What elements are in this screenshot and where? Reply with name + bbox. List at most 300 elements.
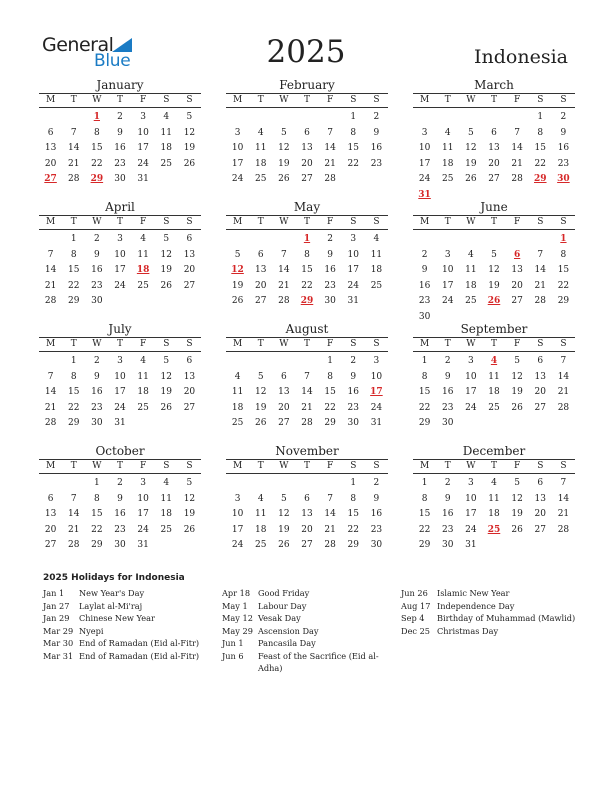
day-cell: 1 (421, 356, 428, 366)
holiday-row (222, 650, 398, 675)
holiday-row (43, 650, 219, 663)
weekday-label: F (327, 95, 334, 105)
day-cell: 27 (44, 540, 57, 550)
weekday-label: W (279, 339, 289, 349)
day-cell: 6 (186, 356, 193, 366)
day-cell: 20 (534, 509, 546, 519)
day-cell: 29 (324, 418, 336, 428)
weekday-label: M (232, 95, 243, 105)
month-april (39, 200, 201, 322)
day-cell: 8 (327, 371, 333, 382)
day-cell: 22 (418, 402, 431, 413)
day-cell: 7 (47, 249, 54, 260)
weekday-label: F (140, 461, 147, 471)
day-cell: 30 (347, 418, 359, 428)
empty-day-cell (272, 232, 295, 248)
weekday-header (413, 337, 575, 352)
day-cell: 14 (534, 265, 546, 275)
day-cell: 25 (254, 540, 267, 550)
day-cell: 4 (467, 249, 474, 260)
weekday-header (39, 215, 201, 230)
weekday-label: T (303, 95, 310, 105)
day-cell: 7 (327, 127, 333, 138)
weekday-label: S (350, 95, 357, 105)
day-cell: 27 (488, 174, 500, 184)
day-cell: 1 (350, 478, 357, 488)
day-cell: 9 (444, 371, 451, 382)
day-cell: 28 (324, 174, 336, 184)
weekday-label: S (560, 461, 567, 471)
day-cell: 25 (488, 402, 500, 413)
holiday-day-cell: 30 (557, 174, 570, 184)
day-cell: 14 (67, 143, 80, 153)
day-cell: 14 (557, 371, 570, 382)
month-title: May (293, 200, 321, 214)
day-cell: 10 (114, 249, 126, 260)
day-cell: 16 (441, 509, 454, 519)
holiday-day-cell: 31 (418, 189, 431, 200)
month-title: December (462, 444, 526, 458)
holiday-day-cell: 1 (93, 112, 100, 122)
weekday-header (413, 93, 575, 108)
day-cell: 21 (511, 158, 523, 169)
weekday-label: W (92, 95, 102, 105)
page-title-year: 2025 (266, 34, 346, 70)
day-cell: 19 (488, 280, 500, 291)
holiday-name: Independence Day (437, 600, 515, 611)
day-cell: 5 (186, 112, 193, 122)
day-cell: 18 (488, 509, 500, 519)
days-grid (39, 110, 201, 188)
day-cell: 15 (324, 387, 336, 397)
day-cell: 21 (67, 524, 80, 535)
day-cell: 30 (441, 540, 454, 550)
day-cell: 17 (465, 387, 477, 397)
day-cell: 4 (257, 127, 264, 138)
day-cell: 22 (67, 402, 80, 413)
month-title: February (279, 78, 335, 92)
holiday-date: May 12 (222, 613, 253, 623)
empty-day-cell (226, 110, 249, 126)
day-cell: 12 (254, 387, 267, 397)
day-cell: 22 (301, 280, 313, 291)
day-cell: 13 (301, 509, 313, 519)
day-cell: 17 (137, 143, 149, 153)
weekday-label: S (163, 461, 170, 471)
holiday-name: Christmas Day (437, 625, 499, 636)
month-title: March (474, 78, 514, 92)
day-cell: 13 (278, 387, 290, 397)
day-cell: 6 (304, 493, 310, 504)
day-cell: 21 (534, 280, 546, 291)
weekday-label: S (186, 339, 193, 349)
weekday-label: T (257, 217, 264, 227)
holiday-name: Good Friday (258, 588, 310, 598)
day-cell: 9 (444, 493, 451, 504)
weekday-label: W (279, 217, 289, 227)
day-cell: 23 (91, 280, 103, 291)
day-cell: 17 (114, 265, 126, 275)
month-title: January (96, 78, 144, 92)
weekday-header (226, 337, 388, 352)
day-cell: 29 (418, 540, 431, 550)
holiday-day-cell: 4 (490, 356, 498, 366)
weekday-label: W (466, 217, 476, 227)
weekday-label: S (163, 339, 170, 349)
day-cell: 23 (370, 158, 383, 169)
day-cell: 31 (370, 418, 383, 428)
day-cell: 26 (511, 402, 523, 413)
day-cell: 25 (231, 418, 244, 428)
weekday-label: S (373, 339, 380, 349)
holiday-day-cell: 17 (370, 387, 383, 397)
weekday-label: M (419, 217, 430, 227)
day-cell: 25 (370, 280, 383, 291)
month-december (413, 444, 575, 566)
day-cell: 24 (114, 280, 126, 291)
day-cell: 12 (183, 493, 196, 504)
day-cell: 15 (347, 143, 359, 153)
day-cell: 4 (140, 234, 146, 244)
day-cell: 27 (254, 296, 267, 306)
day-cell: 15 (67, 387, 80, 397)
day-cell: 13 (183, 371, 196, 382)
weekday-label: W (466, 339, 476, 349)
day-cell: 16 (91, 265, 103, 275)
day-cell: 4 (491, 478, 497, 488)
day-cell: 12 (183, 127, 196, 138)
day-cell: 11 (488, 371, 500, 382)
day-cell: 9 (93, 249, 100, 260)
weekday-label: S (373, 461, 380, 471)
day-cell: 14 (44, 265, 57, 275)
day-cell: 25 (254, 174, 267, 184)
weekday-label: T (116, 339, 123, 349)
day-cell: 13 (488, 143, 500, 153)
holiday-day-cell: 29 (534, 174, 547, 184)
weekday-label: M (232, 217, 243, 227)
day-cell: 5 (491, 249, 497, 260)
day-cell: 13 (301, 143, 313, 153)
empty-day-cell (39, 232, 62, 248)
day-cell: 13 (534, 493, 546, 504)
day-cell: 13 (534, 371, 546, 382)
day-cell: 12 (488, 265, 500, 275)
day-cell: 3 (140, 478, 146, 488)
day-cell: 2 (373, 112, 380, 122)
weekday-header (226, 459, 388, 474)
empty-day-cell (319, 476, 342, 492)
day-cell: 31 (114, 418, 126, 428)
day-cell: 6 (280, 371, 287, 382)
weekday-label: S (350, 461, 357, 471)
holidays-column-1 (43, 587, 219, 662)
day-cell: 31 (465, 540, 477, 550)
weekday-label: M (45, 95, 56, 105)
empty-day-cell (249, 232, 272, 248)
holiday-date: May 29 (222, 625, 253, 636)
weekday-label: W (279, 461, 289, 471)
month-september (413, 322, 575, 444)
holiday-name: Nyepi (79, 625, 104, 636)
day-cell: 29 (91, 540, 103, 550)
day-cell: 16 (557, 143, 570, 153)
holiday-row (401, 625, 577, 638)
day-cell: 6 (491, 127, 497, 138)
day-cell: 22 (67, 280, 80, 291)
holiday-row (43, 625, 219, 638)
day-cell: 21 (44, 402, 57, 413)
day-cell: 10 (370, 371, 383, 382)
weekday-label: M (232, 461, 243, 471)
holiday-row (43, 612, 219, 625)
day-cell: 10 (137, 127, 149, 138)
day-cell: 7 (280, 249, 287, 260)
empty-day-cell (226, 232, 249, 248)
holiday-name: End of Ramadan (Eid al-Fitr) (79, 638, 200, 648)
day-cell: 26 (183, 158, 196, 169)
day-cell: 19 (511, 509, 523, 519)
empty-day-cell (226, 354, 249, 370)
empty-day-cell (272, 354, 295, 370)
weekday-label: T (70, 217, 77, 227)
day-cell: 16 (370, 143, 383, 153)
day-cell: 14 (44, 387, 57, 397)
weekday-label: F (327, 461, 334, 471)
weekday-label: S (350, 339, 357, 349)
weekday-label: T (116, 461, 123, 471)
day-cell: 17 (231, 158, 244, 169)
day-cell: 8 (350, 493, 357, 504)
day-cell: 22 (534, 158, 546, 169)
day-cell: 6 (47, 127, 54, 138)
day-cell: 16 (91, 387, 103, 397)
days-grid (226, 232, 388, 310)
day-cell: 26 (511, 524, 523, 535)
day-cell: 16 (441, 387, 454, 397)
day-cell: 9 (373, 493, 380, 504)
weekday-label: S (163, 217, 170, 227)
empty-day-cell (39, 110, 62, 126)
weekday-label: T (116, 95, 123, 105)
day-cell: 26 (231, 296, 244, 306)
day-cell: 7 (327, 493, 333, 504)
weekday-label: S (163, 95, 170, 105)
day-cell: 25 (137, 402, 149, 413)
day-cell: 18 (254, 158, 267, 169)
empty-day-cell (272, 110, 295, 126)
holiday-day-cell: 27 (44, 174, 57, 184)
day-cell: 10 (137, 493, 149, 504)
day-cell: 27 (534, 402, 546, 413)
day-cell: 1 (70, 356, 77, 366)
day-cell: 14 (511, 143, 523, 153)
empty-day-cell (295, 354, 318, 370)
day-cell: 24 (137, 524, 149, 535)
day-cell: 4 (163, 478, 170, 488)
day-cell: 5 (163, 234, 170, 244)
day-cell: 4 (163, 112, 170, 122)
holiday-day-cell: 18 (136, 265, 150, 275)
months-grid (39, 78, 575, 566)
empty-day-cell (482, 232, 505, 248)
day-cell: 16 (347, 387, 359, 397)
day-cell: 18 (254, 524, 267, 535)
day-cell: 10 (441, 265, 454, 275)
month-title: June (480, 200, 508, 214)
day-cell: 8 (560, 249, 567, 260)
weekday-label: T (490, 95, 497, 105)
day-cell: 18 (231, 402, 244, 413)
weekday-label: M (45, 339, 56, 349)
day-cell: 24 (465, 524, 477, 535)
day-cell: 28 (67, 174, 80, 184)
weekday-label: F (514, 217, 521, 227)
day-cell: 13 (183, 249, 196, 260)
day-cell: 11 (137, 249, 149, 260)
day-cell: 9 (327, 249, 333, 260)
day-cell: 7 (560, 356, 567, 366)
day-cell: 21 (557, 387, 570, 397)
day-cell: 10 (418, 143, 431, 153)
day-cell: 5 (163, 356, 170, 366)
day-cell: 20 (44, 524, 57, 535)
empty-day-cell (249, 354, 272, 370)
day-cell: 30 (91, 418, 103, 428)
weekday-header (39, 459, 201, 474)
day-cell: 19 (183, 509, 196, 519)
month-january (39, 78, 201, 200)
day-cell: 5 (467, 127, 474, 138)
holiday-day-cell: 12 (231, 265, 244, 275)
day-cell: 7 (304, 371, 310, 382)
weekday-label: S (537, 339, 544, 349)
weekday-label: W (92, 339, 102, 349)
day-cell: 14 (324, 143, 336, 153)
day-cell: 19 (465, 158, 477, 169)
month-may (226, 200, 388, 322)
day-cell: 30 (324, 296, 336, 306)
day-cell: 17 (441, 280, 454, 291)
day-cell: 1 (421, 478, 428, 488)
holiday-date: Jun 26 (401, 588, 428, 598)
day-cell: 27 (301, 174, 313, 184)
days-grid (226, 110, 388, 188)
day-cell: 8 (421, 493, 428, 504)
country-name: Indonesia (474, 46, 568, 68)
day-cell: 11 (231, 387, 244, 397)
day-cell: 2 (373, 478, 380, 488)
days-grid (226, 476, 388, 554)
holiday-name: Labour Day (258, 600, 307, 611)
day-cell: 10 (231, 143, 244, 153)
days-grid (39, 476, 201, 554)
day-cell: 27 (278, 418, 290, 428)
day-cell: 9 (350, 371, 357, 382)
day-cell: 24 (231, 174, 244, 184)
day-cell: 11 (370, 249, 383, 260)
day-cell: 15 (301, 265, 313, 275)
day-cell: 6 (47, 493, 54, 504)
weekday-label: M (419, 339, 430, 349)
day-cell: 12 (278, 143, 290, 153)
day-cell: 18 (441, 158, 454, 169)
day-cell: 4 (373, 234, 380, 244)
day-cell: 1 (93, 478, 100, 488)
day-cell: 3 (467, 356, 474, 366)
day-cell: 23 (347, 402, 359, 413)
weekday-label: F (140, 95, 147, 105)
holiday-name: Pancasila Day (258, 638, 316, 648)
month-february (226, 78, 388, 200)
day-cell: 23 (441, 524, 454, 535)
day-cell: 15 (534, 143, 546, 153)
weekday-label: T (490, 339, 497, 349)
day-cell: 26 (278, 174, 290, 184)
empty-day-cell (506, 110, 529, 126)
day-cell: 25 (441, 174, 454, 184)
day-cell: 27 (301, 540, 313, 550)
day-cell: 2 (444, 478, 451, 488)
day-cell: 13 (44, 143, 57, 153)
days-grid (39, 232, 201, 310)
weekday-label: T (70, 95, 77, 105)
day-cell: 22 (91, 158, 103, 169)
month-title: July (108, 322, 132, 336)
day-cell: 15 (418, 387, 431, 397)
day-cell: 3 (373, 356, 380, 366)
day-cell: 23 (114, 524, 126, 535)
day-cell: 10 (231, 509, 244, 519)
holiday-row (222, 600, 398, 613)
weekday-label: T (444, 339, 451, 349)
day-cell: 7 (537, 249, 544, 260)
holiday-date: Aug 17 (401, 600, 431, 611)
holiday-name: New Year's Day (79, 588, 145, 598)
day-cell: 28 (324, 540, 336, 550)
empty-day-cell (413, 110, 436, 126)
day-cell: 28 (301, 418, 313, 428)
holiday-row (222, 612, 398, 625)
day-cell: 3 (234, 493, 241, 504)
day-cell: 29 (418, 418, 431, 428)
day-cell: 20 (44, 158, 57, 169)
weekday-header (226, 215, 388, 230)
day-cell: 23 (557, 158, 570, 169)
holiday-date: Jan 27 (43, 600, 70, 611)
day-cell: 15 (67, 265, 80, 275)
day-cell: 7 (560, 478, 567, 488)
day-cell: 29 (67, 296, 80, 306)
holiday-day-cell: 1 (303, 234, 311, 244)
day-cell: 2 (117, 112, 123, 122)
day-cell: 19 (183, 143, 196, 153)
day-cell: 14 (278, 265, 290, 275)
weekday-label: S (350, 217, 357, 227)
holiday-row (43, 600, 219, 613)
day-cell: 9 (560, 127, 567, 138)
day-cell: 27 (511, 296, 523, 306)
day-cell: 8 (537, 127, 544, 138)
holiday-name: Ascension Day (258, 625, 319, 636)
day-cell: 16 (370, 509, 383, 519)
empty-day-cell (295, 110, 318, 126)
weekday-label: M (45, 461, 56, 471)
holiday-row (222, 637, 398, 650)
day-cell: 30 (418, 311, 431, 322)
weekday-label: W (92, 217, 102, 227)
weekday-label: M (45, 217, 56, 227)
